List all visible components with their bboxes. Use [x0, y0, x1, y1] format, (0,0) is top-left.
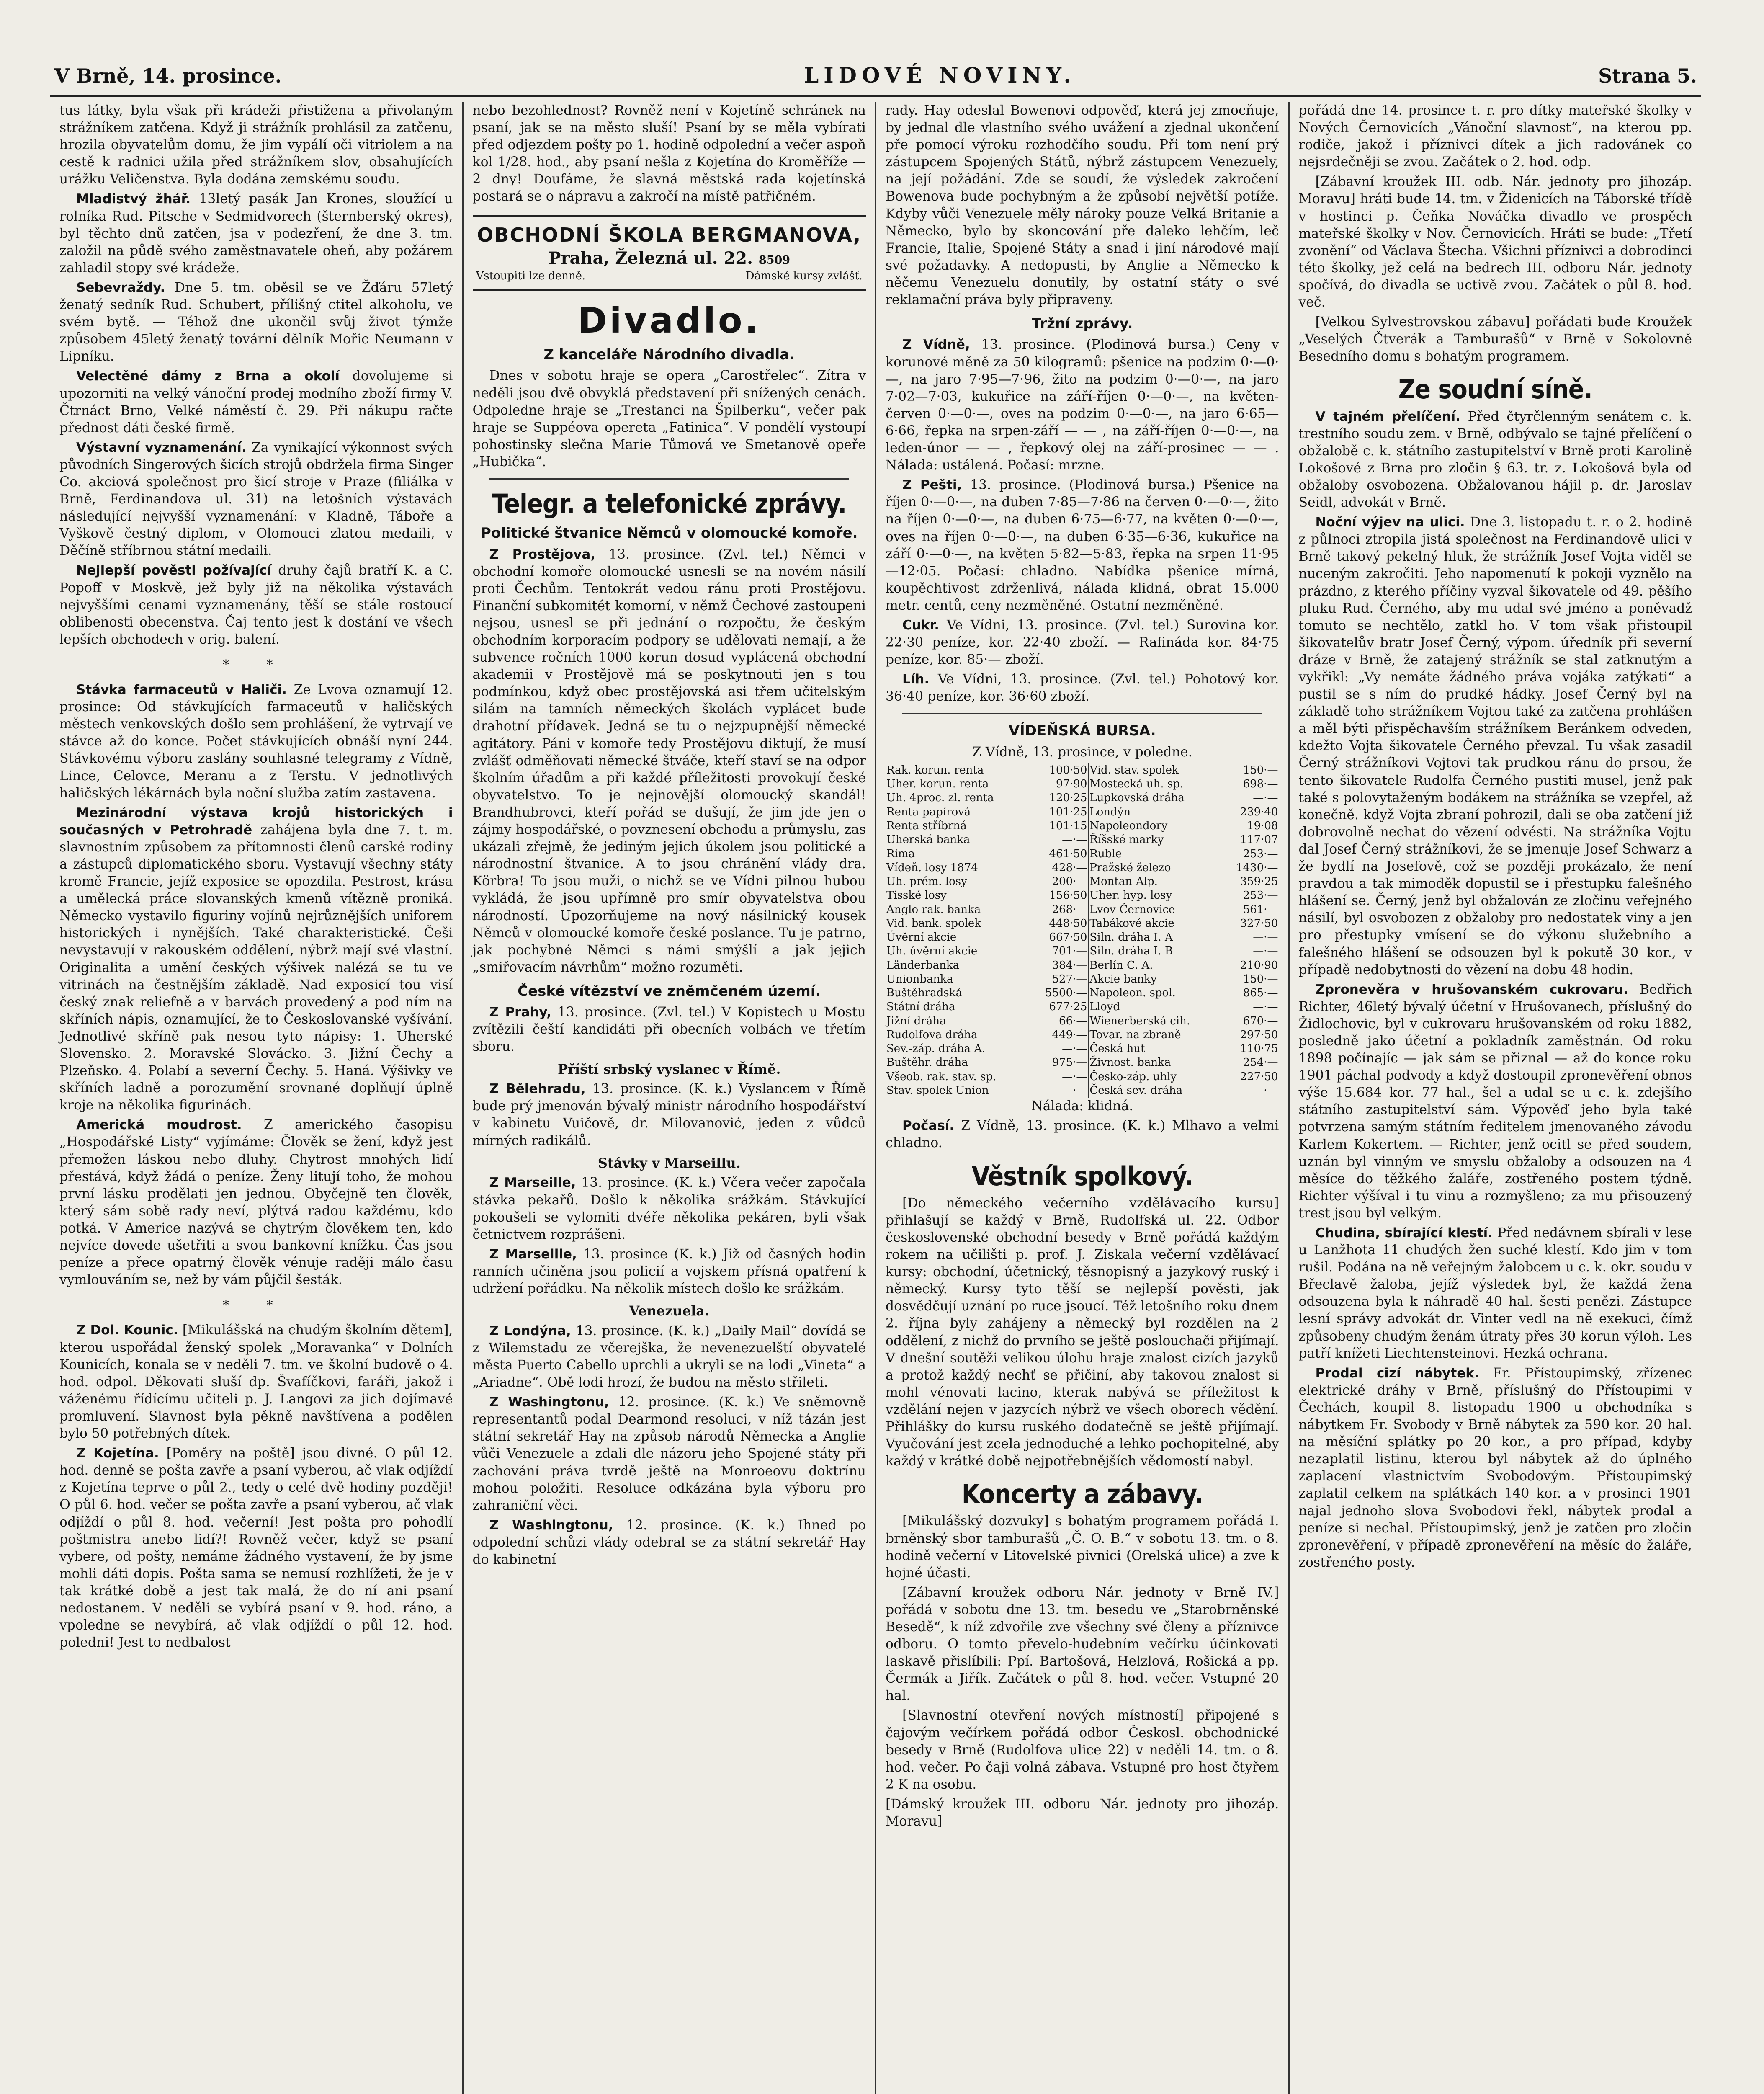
article-lead: Výstavní vyznamenání. [76, 440, 247, 455]
security-price: 97·90 [1056, 778, 1087, 791]
article-paragraph: Velectěné dámy z Brna a okolí dovolujeme si upozorniti na velký vánoční prodej modního zboží firmy V. Čtrnáct Brno, Velké náměstí č. 29. Při nákupu račte přednost dáti české firmě. [59, 369, 453, 436]
security-price: 210·90 [1240, 959, 1278, 972]
article-paragraph: [Slavnostní otevření nových místností] připojené s čajovým večírkem pořádá odbor Českosl. obchodnické besedy v Brně (Rudolfova ulice 22) v neděli 14. tm. o 8. hod. večer. Po čaji volná zábava. Vstupné pro host čtyřem 2 K na osobu. [886, 1708, 1279, 1792]
market-row [886, 1084, 1279, 1098]
security-price: 527·— [1052, 972, 1087, 985]
header-date: V Brně, 14. prosince. [54, 64, 282, 87]
security-name: Renta papírová [886, 805, 971, 818]
security-price: 150·— [1243, 763, 1278, 776]
market-row [886, 986, 1279, 1000]
article-lead: Z Prahy, [489, 1005, 552, 1020]
security-name: Rak. korun. renta [886, 763, 984, 776]
security-name: Živnost. banka [1088, 1056, 1222, 1070]
divider-rule [489, 478, 850, 480]
security-price: 66·— [1059, 1014, 1087, 1027]
security-name: Všeob. rak. stav. sp. [886, 1070, 997, 1083]
security-name: Berlín C. A. [1088, 959, 1222, 972]
security-price: —·— [1253, 1001, 1278, 1013]
article-lead: Z Kojetína. [76, 1446, 159, 1461]
security-price: 670·— [1243, 1014, 1278, 1027]
article-lead: Z Bělehradu, [489, 1081, 586, 1097]
article-paragraph: Výstavní vyznamenání. Za vynikající výkonnost svých původních Singerových šicích strojů obdržela firma Singer Co. akciová společnost pro šicí stroje v Praze (filiálka v Brně, Ferdinandova ul. 31) na letošních výstavách následující nejvyšší vyznamenání: v Kladně, Táboře a Vyškově čestný diplom, v Olomouci zlatou medaili, v Děčíně stříbrnou státní medaili. [59, 440, 453, 559]
security-price: 327·50 [1240, 917, 1278, 930]
security-price: 449·— [1052, 1028, 1087, 1041]
article-heading: Příští srbský vyslanec v Římě. [557, 1061, 781, 1077]
article-lead: Zpronevěra v hrušovanském cukrovaru. [1315, 982, 1628, 997]
article-paragraph: Zpronevěra v hrušovanském cukrovaru. Bedřich Richter, 46letý bývalý účetní v Hrušovanech, příslušný do Židlochovic, byl v cukrovaru hrušovanském od roku 1882, posledně jako účetní a pokladník zaměstnán. Od roku 1898 počínajíc — jak sám se přiznal — až do konce roku 1901 páchal podvody a když dostoupil zpronevěření obnos výše 15.684 kor. 77 hal., šel a udal se u c. k. zdejšího státního zastupitelství sám. Výpověď jeho byla také potvrzena samým státním ředitelem jmenovaného závodu Karlem Kokertem. — Richter, jenž ocitl se před soudem, uznán byl vinným ve smyslu obžaloby a odsouzen na 4 měsíce do těžkého žaláře, zostřeného postem týdně. Richter výšíval i tu vinu a rozmyšleno; za mu přisouzený trest jsou byl velkým. [1298, 982, 1692, 1221]
market-row [886, 1028, 1279, 1042]
market-row [886, 1014, 1279, 1028]
article-heading: Venezuela. [629, 1303, 710, 1319]
security-name: Buštěhr. dráha [886, 1056, 968, 1069]
security-name: Napoleondory [1088, 819, 1222, 833]
security-name: Montan-Alp. [1088, 875, 1222, 889]
security-price: —·— [1062, 1070, 1087, 1083]
page-number: Strana 5. [1598, 64, 1697, 87]
article-lead: Líh. [902, 672, 930, 687]
article-paragraph: Z Bělehradu, 13. prosince. (K. k.) Vyslancem v Římě bude prý jmenován bývalý ministr národního hospodářství v kabinetu Vuičově, dr. Milovanović, jeden z vůdců mírných radikálů. [472, 1081, 866, 1148]
security-price: 110·75 [1240, 1042, 1278, 1055]
security-price: 101·15 [1049, 819, 1087, 832]
security-name: Vídeň. losy 1874 [886, 861, 978, 874]
separator-asterisks: * * [222, 657, 290, 672]
column-2 [464, 102, 877, 2094]
security-name: Akcie banky [1088, 972, 1222, 986]
security-name: Mostecká uh. sp. [1088, 777, 1222, 791]
security-price: 701·— [1052, 945, 1087, 958]
security-price: 1430·— [1236, 861, 1278, 874]
security-price: 200·— [1052, 875, 1087, 888]
article-paragraph: Z Marseille, 13. prosince (K. k.) Již od časných hodin ranních učiněna jsou policií a vojskem přísná opatření k udržení pořádku. Na několik místech došlo ke srážkám. [472, 1246, 866, 1296]
article-heading: Politické štvanice Němců v olomoucké komoře. [480, 525, 858, 542]
column-3-bottom [886, 1117, 1279, 1830]
security-price: 384·— [1052, 959, 1087, 972]
market-row [886, 944, 1279, 958]
security-price: 461·50 [1049, 847, 1087, 860]
security-price: 239·40 [1240, 805, 1278, 818]
article-paragraph: Z Prahy, 13. prosince. (Zvl. tel.) V Kopistech u Mostu zvítězili čeští kandidáti při obecních volbách ve třetím sboru. [472, 1005, 866, 1055]
market-row [886, 833, 1279, 847]
security-price: 677·25 [1049, 1001, 1087, 1013]
article-lead: Mezinárodní výstava krojů historických i současných v Petrohradě [59, 805, 453, 838]
security-name: Londýn [1088, 805, 1222, 819]
security-price: 428·— [1052, 861, 1087, 874]
article-paragraph: Z Vídně, 13. prosince, v poledne. [972, 744, 1192, 760]
section-heading: Telegr. a telefonické zprávy. [492, 488, 847, 519]
security-price: 100·50 [1049, 763, 1087, 776]
article-paragraph: Stávka farmaceutů v Haliči. Ze Lvova oznamují 12. prosince: Od stávkujících farmaceutů v haličských městech venkovských došlo sem prohlášení, že vytrvají ve stávce až do konce. Počet stávkujících obnáší nyní 244. Stávkovému výboru zaslány souhlasné telegramy z Vídně, Lince, Celovce, Meranu a z Terstu. V jednotlivých haličských lékárnách byla noční služba zatím zastavena. [59, 682, 453, 801]
article-paragraph: pořádá dne 14. prosince t. r. pro dítky mateřské školky v Nových Černovicích „Vánoční slavnost“, na kterou pp. rodiče, jakož i příznivci dítek a jich radovánek co nejsrdečněji se zvou. Začátek o 2. hod. odp. [1298, 103, 1692, 170]
security-price: 253·— [1243, 889, 1278, 902]
article-paragraph: Mezinárodní výstava krojů historických i současných v Petrohradě zahájena byla dne 7. t. m. slavnostním způsobem za přítomnosti členů carské rodiny a zástupců diplomatického sboru. Vystavují všechny státy kromě Francie, jejíž exposice se opozdila. Pestrost, krása a umělecká práce slovanských kmenů vítězně proniká. Německo vystavilo figuriny vojínů nejrůznějších uniforem historických i nynějších. Také charakteristické. Češi nevystavují v rakouském oddělení, nýbrž mají své vlastní. Originalita a umění českých výšivek nalézá se tu ve vitrinách na čestnějším základě. Nad exposicí tou visí český znak reliefně a v barvách provedený a pod ním na skříních nápis, oznamující, že to Českoslovanské vyšívání. Jednotlivé skříně pak nesou tyto nápisy: 1. Uherské Slovensko. 2. Moravské Slovácko. 3. Jižní Čechy a Plzeňsko. 4. Polabí a severní Čechy. 5. Haná. Výšivky ve skříních ladně a porozumění srovnané doplňují úplně kroje na několika figurinách. [59, 805, 453, 1113]
article-lead: Z Prostějova, [489, 547, 596, 562]
page-header [50, 63, 1701, 97]
security-name: Vid. stav. spolek [1088, 763, 1222, 777]
article-paragraph: Z Londýna, 13. prosince. (K. k.) „Daily Mail“ dovídá se z Wilemstadu ze včerejška, že nevenezuelští obyvatelé města Puerto Cabello uprchli a ukryli se na lodi „Vineta“ a „Ariadne“. Obě lodi hrozí, že budou na město střileti. [472, 1323, 866, 1390]
article-lead: Prodal cizí nábytek. [1315, 1365, 1479, 1381]
security-name: Státní dráha [886, 1001, 955, 1013]
market-row [886, 1042, 1279, 1056]
article-paragraph: rady. Hay odeslal Bowenovi odpověď, která jej zmocňuje, by jednal dle vlastního svého uvážení a zjednal ukončení pře pomocí výroku rozhodčího soudu. Při tom není prý zástupcem Spojených Států, nýbrž zástupcem Venezuely, na její požádání. Zde se soudí, že výsledek zakročení Bowenova bude pochybným a že způsobí největší potíže. Kdyby vůči Venezuele měly nároky pouze Velká Britanie a Německo, bylo by skoncování pře daleko lehčím, leč Francie, Italie, Spojené Státy a snad i jiní národové mají své požadavky. A nedopusti, by Anglie a Německo k něčemu Venezuelu donutily, by ostatní státy o své reklamační práva byly připraveny. [886, 103, 1279, 308]
article-lead: Nejlepší pověsti požívající [76, 563, 272, 578]
security-name: Renta stříbrná [886, 819, 967, 832]
security-price: 359·25 [1240, 875, 1278, 888]
article-paragraph: Americká moudrost. Z amerického časopisu „Hospodářské Listy“ vyjímáme: Člověk se žení, když jest přemožen láskou nebo dluhy. Chytrost mnohých lidí přestává, když žádá o peníze. Ženy litují toho, že mohou první lásku prodělati jen jednou. Obyčejně ten člověk, který sám sobě rady neví, plýtvá radou každému, kdo potká. V Americe nazývá se chytrým člověkem ten, kdo nejvíce dovede ušetřiti a svou bankovní knížku. Čas jsou peníze a přece opatrný člověk vénuje raději málo času vymlouváním se, než by vám půjčil šesták. [59, 1117, 453, 1288]
market-row [886, 861, 1279, 875]
market-row [886, 1000, 1279, 1014]
article-heading: VÍDEŇSKÁ BURSA. [1008, 722, 1156, 740]
security-name: Länderbanka [886, 959, 960, 972]
article-paragraph: Dnes v sobotu hraje se opera „Carostřelec“. Zítra v neděli jsou dvě obvyklá představení při snížených cenách. Odpoledne hraje se „Trestanci na Špilberku“, večer pak hraje se Suppéova opereta „Fatinica“. V pondělí vystoupí pohostinsky slečna Marie Tůmová ve Smetanově opeře „Hubička“. [472, 368, 866, 469]
security-price: 253·— [1243, 847, 1278, 860]
security-name: Lupkovská dráha [1088, 791, 1222, 805]
article-paragraph: Nejlepší pověsti požívající druhy čajů bratří K. a C. Popoff v Moskvě, jež byly již na několika výstavách nejvyššími cenami vyznamenány, těší se stále rostoucí oblibenosti obecenstva. Čaj tento jest k dostání ve všech lepších obchodech v orig. balení. [59, 563, 453, 647]
article-columns [50, 102, 1701, 2094]
advertisement-box [473, 215, 866, 291]
article-lead: Z Pešti, [902, 477, 962, 493]
security-name: Říšské marky [1088, 833, 1222, 847]
security-name: Stav. spolek Union [886, 1084, 989, 1097]
article-paragraph: Z Dol. Kounic. [Mikulášská na chudým školním dětem], kterou uspořádal ženský spolek „Moravanka“ v Dolních Kounicích, konala se v neděli 7. tm. ve školní budově o 4. hod. odpol. Děkovati sluší dp. Švafíčkovi, faráři, jakož i váženému řídícímu učiteli p. J. Langovi za jich dojímavé promluvení. Slavnost byla pěkně navštívena a podělen bylo 50 potřebných dítek. [59, 1323, 453, 1442]
article-paragraph: Z Vídně, 13. prosince. (Plodinová bursa.) Ceny v korunové měně za 50 kilogramů: pšenice na podzim 0·—0·—, na jaro 7·95—7·96, žito na podzim 0·—0·—, na jaro 7·02—7·03, kukuřice na září-říjen 0·—0·—, na květen-červen 0·—0·—, oves na podzim 0·—0·—, na jaro 6·65—6·66, řepka na srpen-září — — , na září-říjen 0·—0·—, na leden-únor — — , řepkový olej na září-prosinec — — . Nálada: ustálená. Počasí: mrzne. [886, 337, 1279, 473]
article-paragraph: [Zábavní kroužek odboru Nár. jednoty v Brně IV.] pořádá v sobotu dne 13. tm. besedu ve „Starobrněnské Besedě“, k níž zdvořile zve všechny své členy a příznivce odboru. O tomto převelo-hudebním večírku účinkovati laskavě přislíbili: Ppí. Bartošová, Helzlová, Rošická a pp. Čermák a Jiřík. Začátek o půl 8. hod. večer. Vstupné 20 hal. [886, 1585, 1279, 1704]
article-paragraph: Z Prostějova, 13. prosince. (Zvl. tel.) Němci v obchodní komoře olomoucké usnesli se na novém násilí proti Čechům. Tentokrát vedou ránu proti Prostějovu. Finanční subkomitét komorní, v němž Čechové zastoupeni nejsou, usnesl se při jednání o rozpočtu, že českým obchodním korporacím podpory se udělovati nemají, a že subvence ročních 1000 korun dosud vyplácená obchodní akademii v Prostějově má se poskytnouti jen s tou podmínkou, když obec prostějovská asi třem učitelským silám na tamních německých školách vyplácet bude drahotní přídavek. Jedná se tu o nejzpupnější německé agitátory. Páni v komoře tedy Prostějovu diktují, že musí zvlášť odměňovati německé štváče, kteří staví se na odpor školním úřadům a při každé příležitosti provokují české obyvatelstvo. To je nejnovější olomoucký skandál! Brandhubrovci, kteří pořád se dušují, že jim jde jen o zájmy hospodářské, o povznesení obchodu a průmyslu, zas ukázali zřejmě, že jediným jejich úkolem jsou politické a národnostní štvanice. A to jsou chránění vlády dra. Körbra! To jsou muži, o nichž se ve Vídni pilnou hubou vykládá, že jsou upřímně pro smír obyvatelstva obou národností. Upozorňujeme na nový násilnický kousek Němců v olomoucké komoře české poslance. Tu je patrno, jak pochybné Němci s námi smýšlí a jak jejich „smiřovacím návrhům“ možno rozuměti. [472, 547, 866, 975]
security-name: Rima [886, 847, 915, 860]
article-paragraph: Noční výjev na ulici. Dne 3. listopadu t. r. o 2. hodině z půlnoci ztropila jistá společnost na Ferdinandově ulici v Brně takový pekelný hluk, že strážník Josef Vojta viděl se nuceným zakročiti. Jeho napomenutí k pokoji vyznělo na prázdno, z kterého příčiny vyzval šikovatele od 49. pěšího pluku Rud. Černého, aby mu udal své jméno a poněvadž tomuto se nechtělo, zatkl ho. V tom však přistoupil šikovatelův bratr Josef Černý, výpom. úředník při severní dráze v Brně, že zatajený strážník se stal zatknutým a vykřikl: „Vy nemáte žádného práva vojáka zatýkati“ a pustil se s ním do prudké hádky. Josef Černý byl na základě toho strážníkem Vojtou také za zatčena prohlášen a měl býti přispěchavším strážníkem Beránkem odveden, kdežto Vojta šikovatele Černého převzal. Tu však zasadil Černý strážníkovi Vojtovi tak prudkou ránu do prsou, že tento šikovatele Rudolfa Černého pustiti musel, jenž pak také s polovytaženým bodákem na strážníka se vzepřel, až konečně. když Vojta zbraní pohrozil, dali se oba zatčení již dobrovolně nechat do vězení odvésti. Na strážníka Vojtu dal Josef Černý strážníkovi, že se jmenuje Josef Schwarz a že bydlí na Josefově, což se později prokázalo, že není pravdou a tak mimoděk dopustil se i přestupku falešného hlášení se. Černý, jenž byl obžalován ze zločinu veřejného násilí, byl osvobozen z obžaloby pro nedostatek viny a jen pro přestupky vmísení se do výkonu služebního a falešného hlášení se odsouzen byl k pokutě 30 kor., v případě nedobytnosti do vězení na dobu 48 hodin. [1298, 515, 1692, 977]
security-name: Uh. prém. losy [886, 875, 967, 888]
article-paragraph: Sebevraždy. Dne 5. tm. oběsil se ve Žďáru 57letý ženatý sedník Rud. Schubert, přílišný ctitel alkoholu, ve svém bytě. — Téhož dne ukončil svůj život týmže způsobem 45letý ženatý tovární dělník Mořic Neumann v Lipníku. [59, 280, 453, 364]
security-name: Česko-záp. uhly [1088, 1070, 1222, 1084]
article-lead: Velectěné dámy z Brna a okolí [76, 369, 340, 384]
section-heading: Divadlo. [578, 299, 761, 341]
security-name: Uh. úvěrní akcie [886, 945, 978, 958]
article-paragraph: [Do německého večerního vzdělávacího kursu] přihlašují se každý v Brně, Rudolfská ul. 22. Odbor československé obchodní besedy v Brně pořádá každým rokem na učilišti p. prof. J. Ziskala večerní vzdělávací kursy: obchodní, účetnický, těsnopisný a jazykový ruský i německý. Kursy tyto těší se nejlepší pověsti, jak dosvědčují uznání po ruce jsoucí. Též letošního roku dnem 2. října byly zahájeny a německý byl rozdělen na 2 oddělení, z nichž do prvního se ještě poslouchači přijímají. V dnešní soutěži velikou úlohu hraje znalost cizích jazyků a protož každý nechť se přičiní, aby takovou znalost si mohl vénovati lacino, kterak nabývá se příležitost k vzdělání nejen v jazycích nýbrž ve všech oborech vědění. Přihlášky do kursu ruského dodatečně se ještě přijímají. Vyučování jest zcela jednoduché a lehko pochopitelné, aby každý v krátké době nejpotřebnějších vědomostí nabyl. [886, 1195, 1279, 1469]
article-heading: Tržní zprávy. [1031, 315, 1133, 333]
article-lead: V tajném přelíčení. [1315, 409, 1460, 424]
article-heading: Z kanceláře Národního divadla. [543, 346, 795, 364]
security-name: Česká hut [1088, 1042, 1222, 1056]
security-price: —·— [1253, 1084, 1278, 1097]
security-price: —·— [1062, 833, 1087, 846]
security-price: 19·08 [1247, 819, 1278, 832]
security-name: Uher. korun. renta [886, 778, 989, 791]
separator-asterisks: * * [222, 1298, 290, 1313]
security-price: 561·— [1243, 903, 1278, 916]
market-row [886, 763, 1279, 777]
security-name: Sev.-záp. dráha A. [886, 1042, 986, 1055]
article-paragraph: Z Pešti, 13. prosince. (Plodinová bursa.) Pšenice na říjen 0·—0·—, na duben 7·85—7·86 na červen 0·—0·—, žito na říjen 0·—0·—, na duben 6·75—6·77, na květen 0·—0·—, oves na říjen 0·—0·—, na duben 6·35—6·36, kukuřice na září 0·—0·—, na květen 5·82—5·83, řepka na srpen 11·95—12·05. Počasí: chladno. Nabídka pšenice mírná, koupěchtivost zdrženlivá, nálada klidná, obrat 15.000 metr. centů, ceny nezměněné. Ostatní nezměněné. [886, 477, 1279, 613]
security-name: Tovar. na zbraně [1088, 1028, 1222, 1042]
article-lead: Z Washingtonu, [489, 1395, 609, 1410]
article-paragraph: [Zábavní kroužek III. odb. Nár. jednoty pro jihozáp. Moravu] hráti bude 14. tm. v Židenicích na Táborské třídě v hostinci p. Čeňka Nováčka divadlo ve prospěch mateřské školky v Nov. Černovicích. Hráti se bude: „Třetí zvonění“ od Václava Štecha. Všichni příznivci a dobrodinci této školky, jež celá na bedrech III. odboru Nár. jednoty spočívá, do divadla se uctivě zvou. Začátek o půl 8. hod. več. [1298, 174, 1692, 310]
security-price: 101·25 [1049, 805, 1087, 818]
ad-number: 8509 [758, 253, 791, 267]
security-name: Anglo-rak. banka [886, 903, 981, 916]
divider-rule [902, 713, 1262, 714]
security-name: Úvěrní akcie [886, 931, 957, 944]
vienna-exchange-table [886, 763, 1279, 1098]
article-lead: Z Londýna, [489, 1323, 571, 1338]
article-paragraph: Mladistvý žhář. 13letý pasák Jan Krones, sloužící u rolníka Rud. Pitsche v Sedmidvorech (šternberský okres), byl těchto dnů zatčen, jsa v podezření, že dne 3. tm. založil na půdě svého zaměstnavatele oheň, aby požárem zahladil stopy své krádeže. [59, 191, 453, 276]
market-row [886, 847, 1279, 861]
article-paragraph: nebo bezohlednost? Rovněž není v Kojetíně schránek na psaní, jak se na město sluší! Psaní by se měla vybírati před odjezdem pošty po 1. hodině odpolední a večer aspoň kol 1/28. hod., aby psaní nešla z Kojetína do Kroměříže — 2 dny! Doufáme, že slavná městská rada kojetínská postará se o nápravu a zakročí na místě patřičném. [472, 103, 866, 204]
security-price: —·— [1253, 945, 1278, 958]
security-price: 667·50 [1049, 931, 1087, 944]
article-heading: Stávky v Marseillu. [597, 1155, 741, 1171]
security-price: 698·— [1243, 778, 1278, 791]
section-heading: Koncerty a zábavy. [961, 1479, 1203, 1510]
article-paragraph: V tajném přelíčení. Před čtyrčlenným senátem c. k. trestního soudu zem. v Brně, odbývalo se tajné přelíčení o obžalobě c. k. státního zastupitelství v Brně proti Karolině Lokošové z Brna pro zločin § 63. tr. z. Lokošová byla od obžaloby osvobozena. Obžalovanou hájil p. dr. Jaroslav Seidl, advokát v Brně. [1298, 409, 1692, 511]
article-paragraph: Z Kojetína. [Poměry na poště] jsou divné. O půl 12. hod. denně se pošta zavře a psaní vyberou, ač vlak odjíždí z Kojetína teprve o půl 2., tedy o celé dvě hodiny později! O půl 6. hod. večer se pošta zavře a psaní vyberou, ač vlak odjíždí o půl 8. hod. večerní! Jest pošta pro pohodlí poštmistra anebo lidí?! Rovněž večer, když se psaní vybere, od pošty, nemáme žádného vystavení, že by jsme mohli dáti dopis. Pošta sama se nemusí rozhlížeti, že je v tak krátké době a jest tak malá, že do ní ani psaní nedostanem. V neděli se vybírá psaní v 9. hod. ráno, a vpoledne se nevybírá, ač vlak odjíždí o půl 12. hod. poledni! Jest to nedbalost [59, 1446, 453, 1650]
article-lead: Americká moudrost. [76, 1117, 242, 1133]
article-lead: Stávka farmaceutů v Haliči. [76, 682, 287, 698]
market-row [886, 1070, 1279, 1084]
section-heading: Ze soudní síně. [1398, 374, 1592, 405]
article-lead: Cukr. [902, 617, 940, 633]
market-row [886, 903, 1279, 917]
article-paragraph: Chudina, sbírající klestí. Před nedávnem sbírali v lese u Lanžhota 11 chudých žen suché klestí. Kdo jim v tom rušil. Podána na ně veřejným žalobcem u c. k. okr. soudu v Břeclavě žaloba, jejíž výsledek byl, že každá žena odsouzena byla k náhradě 40 hal. šesti penězi. Zástupce lesní správy advokát dr. Vinter vedl na ně exekuci, čímž způsobeny chudým ženám útraty přes 30 korun výloh. Les patří knížeti Liechtensteinovi. Hezká ochrana. [1298, 1225, 1692, 1361]
market-row [886, 791, 1279, 805]
column-3-top [886, 102, 1279, 761]
article-paragraph: Počasí. Z Vídně, 13. prosince. (K. k.) Mlhavo a velmi chladno. [886, 1118, 1279, 1151]
security-price: 117·07 [1240, 833, 1278, 846]
security-name: Wienerberská cih. [1088, 1014, 1222, 1028]
security-price: —·— [1062, 1042, 1087, 1055]
article-lead: Noční výjev na ulici. [1315, 515, 1465, 530]
ad-title: OBCHODNÍ ŠKOLA BERGMANOVA, [477, 223, 862, 246]
article-lead: Sebevraždy. [76, 280, 165, 295]
market-row [886, 819, 1279, 833]
article-lead: Chudina, sbírající klestí. [1315, 1225, 1493, 1240]
security-price: 448·50 [1049, 917, 1087, 930]
market-row [886, 1056, 1279, 1070]
article-lead: Počasí. [902, 1118, 955, 1134]
security-name: Jižní dráha [886, 1014, 946, 1027]
security-price: 268·— [1052, 903, 1087, 916]
ad-footer [476, 269, 863, 284]
security-name: Uh. 4proc. zl. renta [886, 792, 994, 805]
security-price: 150·— [1243, 972, 1278, 985]
column-3 [876, 102, 1290, 2094]
article-paragraph: Z Marseille, 13. prosince. (K. k.) Včera večer započala stávka pekařů. Došlo k několika srážkám. Stávkující pokoušeli se vylomiti dvéře několika pekáren, byli však četnictvem rozprášeni. [472, 1175, 866, 1242]
security-name: Lvov-Černovice [1088, 903, 1222, 917]
market-row [886, 959, 1279, 972]
column-1 [50, 102, 464, 2094]
security-name: Napoleon. spol. [1088, 986, 1222, 1000]
market-row [886, 805, 1279, 819]
security-price: 120·25 [1049, 792, 1087, 805]
security-price: 5500·— [1045, 987, 1087, 1000]
security-price: 865·— [1243, 987, 1278, 1000]
ad-footer-left: Vstoupiti lze denně. [476, 269, 586, 282]
article-paragraph: Cukr. Ve Vídni, 13. prosince. (Zvl. tel.) Surovina kor. 22·30 peníze, kor. 22·40 zboží. — Rafináda kor. 84·75 peníze, kor. 85·— zboží. [886, 617, 1279, 668]
security-name: Uherská banka [886, 833, 970, 846]
security-price: —·— [1253, 931, 1278, 944]
market-row [886, 875, 1279, 889]
article-paragraph: Z Washingtonu, 12. prosince. (K. k.) Ve sněmovně representantů podal Dearmond resoluci, v níž tázán jest státní sekretář Hay na způsob národů Německa a Anglie vůči Venezuele a zdali dle názoru jeho Spojené státy při zachování práva tvrdě ještě na Monroeovu doktrínu mohou položiti. Resoluce odkázána byla výboru pro zahraniční věci. [472, 1395, 866, 1513]
security-price: 975·— [1052, 1056, 1087, 1069]
security-price: 254·— [1243, 1056, 1278, 1069]
article-heading: České vítězství ve zněmčeném území. [518, 983, 821, 1000]
security-price: 156·50 [1049, 889, 1087, 902]
security-name: Buštěhradská [886, 987, 962, 1000]
masthead-title: LIDOVÉ NOVINY. [804, 63, 1076, 88]
article-paragraph: Líh. Ve Vídni, 13. prosince. (Zvl. tel.) Pohotový kor. 36·40 peníze, kor. 36·60 zboží. [886, 672, 1279, 704]
security-price: —·— [1253, 792, 1278, 805]
article-paragraph: [Mikulášský dozvuky] s bohatým programem pořádá I. brněnský sbor tamburašů „Č. O. B.“ v sobotu 13. tm. o 8. hodině večerní v Litovelské pivnici (Orelská ulice) a zve k hojné účasti. [886, 1514, 1279, 1581]
ad-address: Praha, Železná ul. 22. 8509 [548, 248, 791, 268]
article-lead: Z Dol. Kounic. [76, 1323, 178, 1338]
article-paragraph: Prodal cizí nábytek. Fr. Přístoupimský, zřízenec elektrické dráhy v Brně, příslušný do Přístoupimi v Čechách, koupil 8. listopadu 1900 u obchodníka s nábytkem Fr. Svobody v Brně nábytek za 590 kor. 20 hal. na měsíční splátky po 20 kor., a pro případ, kdyby nezaplatil listinu, kterou byl nábytek až do úplného zaplacení vlastnictvím Svobodovým. Přístoupimský zaplatil celkem na splátkách 140 kor. a v prosinci 1901 najal jednoho slova Svobodovi řekl, nábytek prodal a peníze si nechal. Přístoupimský, jenž je zatčen pro zločin zpronevěření, v případě zpronevěření na měsíc do žaláře, zostřeného posty. [1298, 1365, 1692, 1570]
security-name: Siln. dráha I. B [1088, 944, 1222, 958]
security-name: Tabákové akcie [1088, 917, 1222, 931]
market-row [886, 889, 1279, 903]
security-name: Vid. bank. spolek [886, 917, 981, 930]
column-4 [1290, 102, 1702, 2094]
article-paragraph: tus látky, byla však při krádeži přistižena a přivolaným strážníkem zatčena. Když ji strážník prohlásil za zatčenu, hrozila obyvatelům domu, že jim vypálí oči vitriolem a na cestě k radnici užila před strážníkem slov, obsahujících urážku Veličenstva. Byla dodána zemskému soudu. [59, 103, 453, 187]
market-note: Nálada: klidná. [1031, 1099, 1133, 1114]
ad-footer-right: Dámské kursy zvlášť. [745, 269, 863, 282]
security-name: Pražské železo [1088, 861, 1222, 875]
market-row [886, 972, 1279, 986]
security-name: Uher. hyp. losy [1088, 889, 1222, 903]
section-heading: Věstník spolkový. [971, 1160, 1193, 1191]
security-name: Lloyd [1088, 1000, 1222, 1014]
security-name: Siln. dráha I. A [1088, 931, 1222, 944]
security-price: —·— [1062, 1084, 1087, 1097]
market-row [886, 931, 1279, 944]
security-name: Unionbanka [886, 972, 953, 985]
security-name: Česká sev. dráha [1088, 1084, 1222, 1098]
article-lead: Z Vídně, [902, 337, 970, 353]
security-name: Ruble [1088, 847, 1222, 861]
article-lead: Z Marseille, [489, 1175, 576, 1191]
security-name: Tisské losy [886, 889, 947, 902]
security-price: 227·50 [1240, 1070, 1278, 1083]
article-lead: Mladistvý žhář. [76, 191, 191, 207]
security-price: 297·50 [1240, 1028, 1278, 1041]
market-row [886, 777, 1279, 791]
security-name: Rudolfova dráha [886, 1028, 978, 1041]
article-lead: Z Washingtonu, [489, 1517, 613, 1533]
article-paragraph: [Velkou Sylvestrovskou zábavu] pořádati bude Kroužek „Veselých Čtverák a Tamburašů“ v Brně v Sokolovně Besedního domu s bohatým programem. [1298, 315, 1692, 364]
article-paragraph: Z Washingtonu, 12. prosince. (K. k.) Ihned po odpolední schůzi vlády odebral se za státní sekretář Hay do kabinetní [472, 1517, 866, 1568]
article-lead: Z Marseille, [489, 1246, 577, 1262]
article-paragraph: [Dámský kroužek III. odboru Nár. jednoty pro jihozáp. Moravu] [886, 1796, 1279, 1829]
market-row [886, 917, 1279, 931]
